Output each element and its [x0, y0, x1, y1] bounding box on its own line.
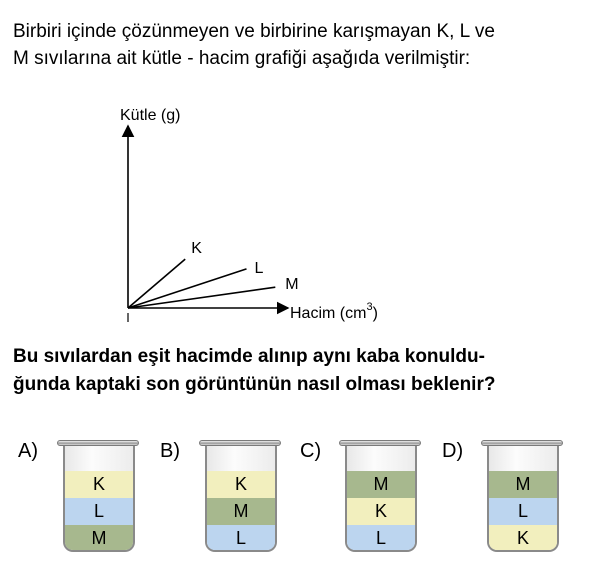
option-c[interactable]: [300, 440, 440, 565]
layer-label: M: [515, 474, 531, 494]
series-line-L: [128, 269, 247, 308]
option-label: C): [300, 440, 322, 462]
liquid-layer: [65, 498, 133, 525]
option-a[interactable]: [18, 440, 158, 565]
liquid-layer: [207, 498, 275, 525]
liquid-layer: [489, 498, 557, 525]
intro-line-1: Birbiri içinde çözünmeyen ve birbirine karışmayan K, L ve: [13, 21, 495, 42]
series-line-M: [128, 287, 275, 308]
x-axis-label-sup: 3: [366, 301, 373, 313]
question-line-2: ğunda kaptaki son görüntünün nasıl olması beklenir?: [13, 374, 496, 395]
question-text: [13, 343, 588, 399]
beaker: [345, 440, 417, 552]
x-axis-label-suffix: ): [372, 305, 378, 322]
series-label-L: L: [254, 259, 264, 277]
intro-line-2: M sıvılarına ait kütle - hacim grafiği aşağıda verilmiştir:: [13, 48, 471, 69]
beaker: [487, 440, 559, 552]
liquid-layer: [65, 471, 133, 498]
beaker-glass: [63, 446, 135, 552]
layer-label: K: [374, 501, 387, 521]
layer-label: L: [375, 528, 386, 548]
beaker-glass: [345, 446, 417, 552]
layer-label: K: [234, 474, 247, 494]
layer-label: M: [233, 501, 249, 521]
option-d[interactable]: [442, 440, 582, 565]
option-label: A): [18, 440, 38, 462]
option-label: B): [160, 440, 180, 462]
liquid-layer: [489, 525, 557, 552]
beaker: [205, 440, 277, 552]
series-label-K: K: [191, 240, 202, 258]
series-label-M: M: [285, 276, 299, 294]
liquid-layer: [207, 471, 275, 498]
x-axis-label: [290, 301, 378, 322]
mass-volume-graph: [0, 95, 420, 335]
liquid-layer: [347, 498, 415, 525]
layer-label: L: [517, 501, 528, 521]
beaker-glass: [487, 446, 559, 552]
option-b[interactable]: [160, 440, 300, 565]
beaker: [63, 440, 135, 552]
liquid-layer: [489, 471, 557, 498]
liquid-layer: [65, 525, 133, 552]
beaker-glass: [205, 446, 277, 552]
liquid-layer: [347, 471, 415, 498]
intro-text: [13, 18, 583, 72]
layer-label: M: [91, 528, 107, 548]
layer-label: L: [93, 501, 104, 521]
question-line-1: Bu sıvılardan eşit hacimde alınıp aynı kaba konuldu-: [13, 346, 485, 367]
liquid-layer: [347, 525, 415, 552]
layer-label: K: [516, 528, 529, 548]
x-axis-label-prefix: Hacim (cm: [290, 305, 367, 322]
layer-label: L: [235, 528, 246, 548]
option-label: D): [442, 440, 464, 462]
layer-label: M: [373, 474, 389, 494]
layer-label: K: [92, 474, 105, 494]
liquid-layer: [207, 525, 275, 552]
y-axis-label: Kütle (g): [120, 107, 181, 124]
